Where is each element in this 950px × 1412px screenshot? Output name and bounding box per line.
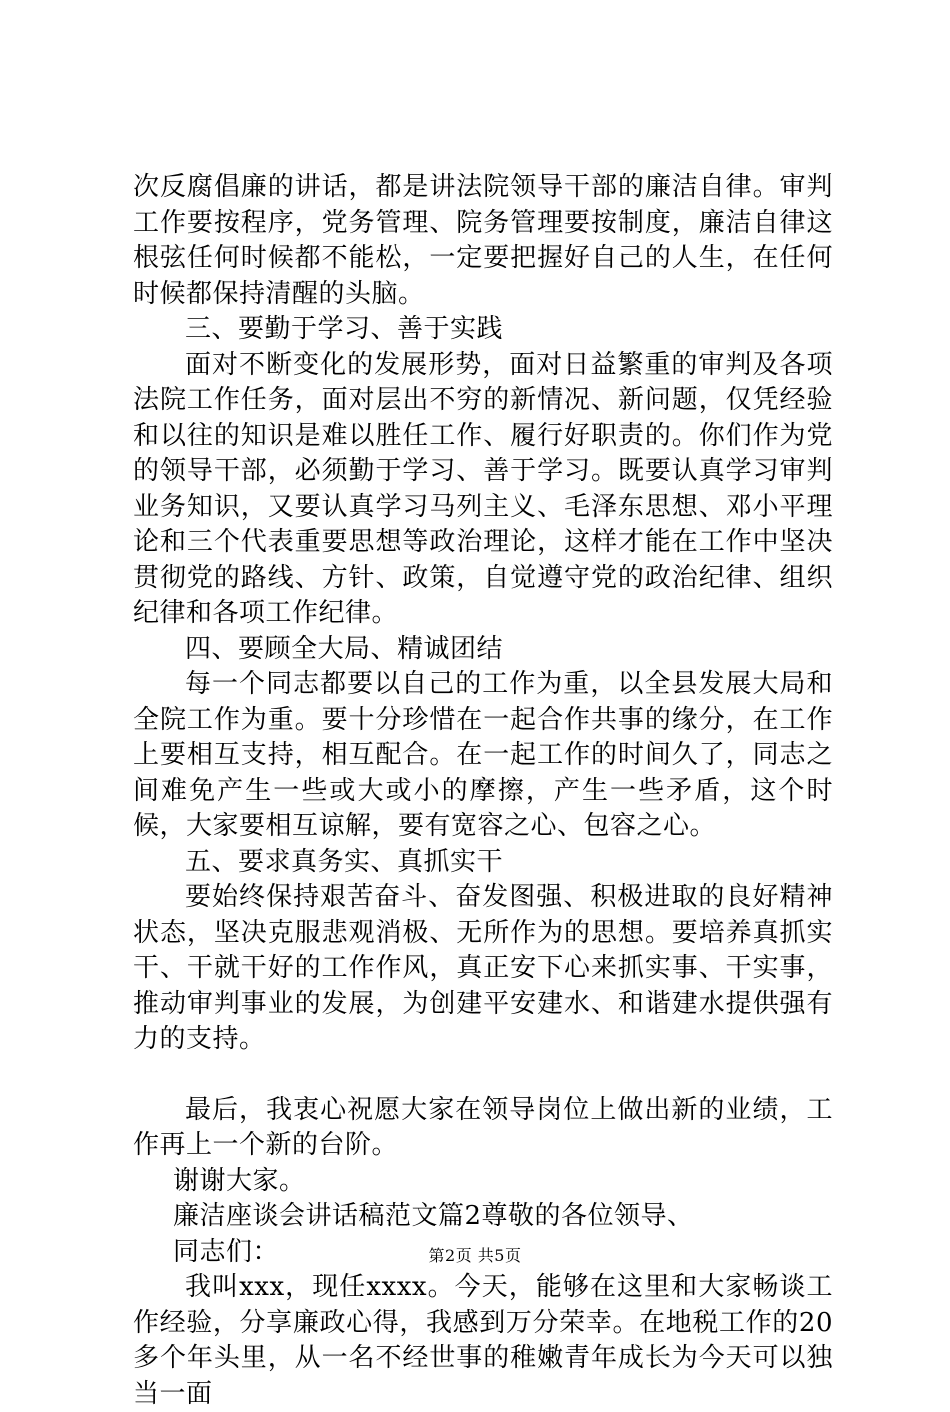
- paragraph-salutation: 同志们：: [173, 1236, 280, 1267]
- paragraph-continuation: 次反腐倡廉的讲话，都是讲法院领导干部的廉洁自律。审判工作要按程序，党务管理、院务管理要按制度，廉洁自律这根弦任何时候都不能松，一定要把握好自己的人生，在任何时候都保持清醒的头脑。: [133, 172, 833, 309]
- section-heading-5: 五、要求真务实、真抓实干: [185, 846, 504, 877]
- document-body: [133, 170, 833, 1412]
- paragraph-study: 面对不断变化的发展形势，面对日益繁重的审判及各项法院工作任务，面对层出不穷的新情况、新问题，仅凭经验和以往的知识是难以胜任工作、履行好职责的。你们作为党的领导干部，必须勤于学习、善于学习。既要认真学习审判业务知识，又要认真学习马列主义、毛泽东思想、邓小平理论和三个代表重要思想等政治理论，这样才能在工作中坚决贯彻党的路线、方针、政策，自觉遵守党的政治纪律、组织纪律和各项工作纪律。: [133, 349, 833, 628]
- section-heading-4: 四、要顾全大局、精诚团结: [185, 633, 504, 664]
- page-footer: 第2页 共5页: [428, 1246, 522, 1265]
- paragraph-unity: 每一个同志都要以自己的工作为重，以全县发展大局和全院工作为重。要十分珍惜在一起合作共事的缘分，在工作上要相互支持，相互配合。在一起工作的时间久了，同志之间难免产生一些或大或小的摩擦，产生一些矛盾，这个时候，大家要相互谅解，要有宽容之心、包容之心。: [133, 669, 833, 841]
- paragraph-intro: 我叫xxx，现任xxxx。今天，能够在这里和大家畅谈工作经验，分享廉政心得，我感到万分荣幸。在地税工作的20多个年头里，从一名不经世事的稚嫩青年成长为今天可以独当一面: [133, 1272, 833, 1409]
- paragraph-title-2: 廉洁座谈会讲话稿范文篇2尊敬的各位领导、: [173, 1201, 694, 1231]
- section-heading-3: 三、要勤于学习、善于实践: [185, 314, 504, 344]
- paragraph-closing: 最后，我衷心祝愿大家在领导岗位上做出新的业绩，工作再上一个新的台阶。: [133, 1094, 833, 1160]
- paragraph-practical: 要始终保持艰苦奋斗、奋发图强、积极进取的良好精神状态，坚决克服悲观消极、无所作为的思想。要培养真抓实干、干就干好的工作作风，真正安下心来抓实事、干实事，推动审判事业的发展，为创建平安建水、和谐建水提供强有力的支持。: [133, 882, 833, 1054]
- paragraph-thanks: 谢谢大家。: [173, 1165, 306, 1196]
